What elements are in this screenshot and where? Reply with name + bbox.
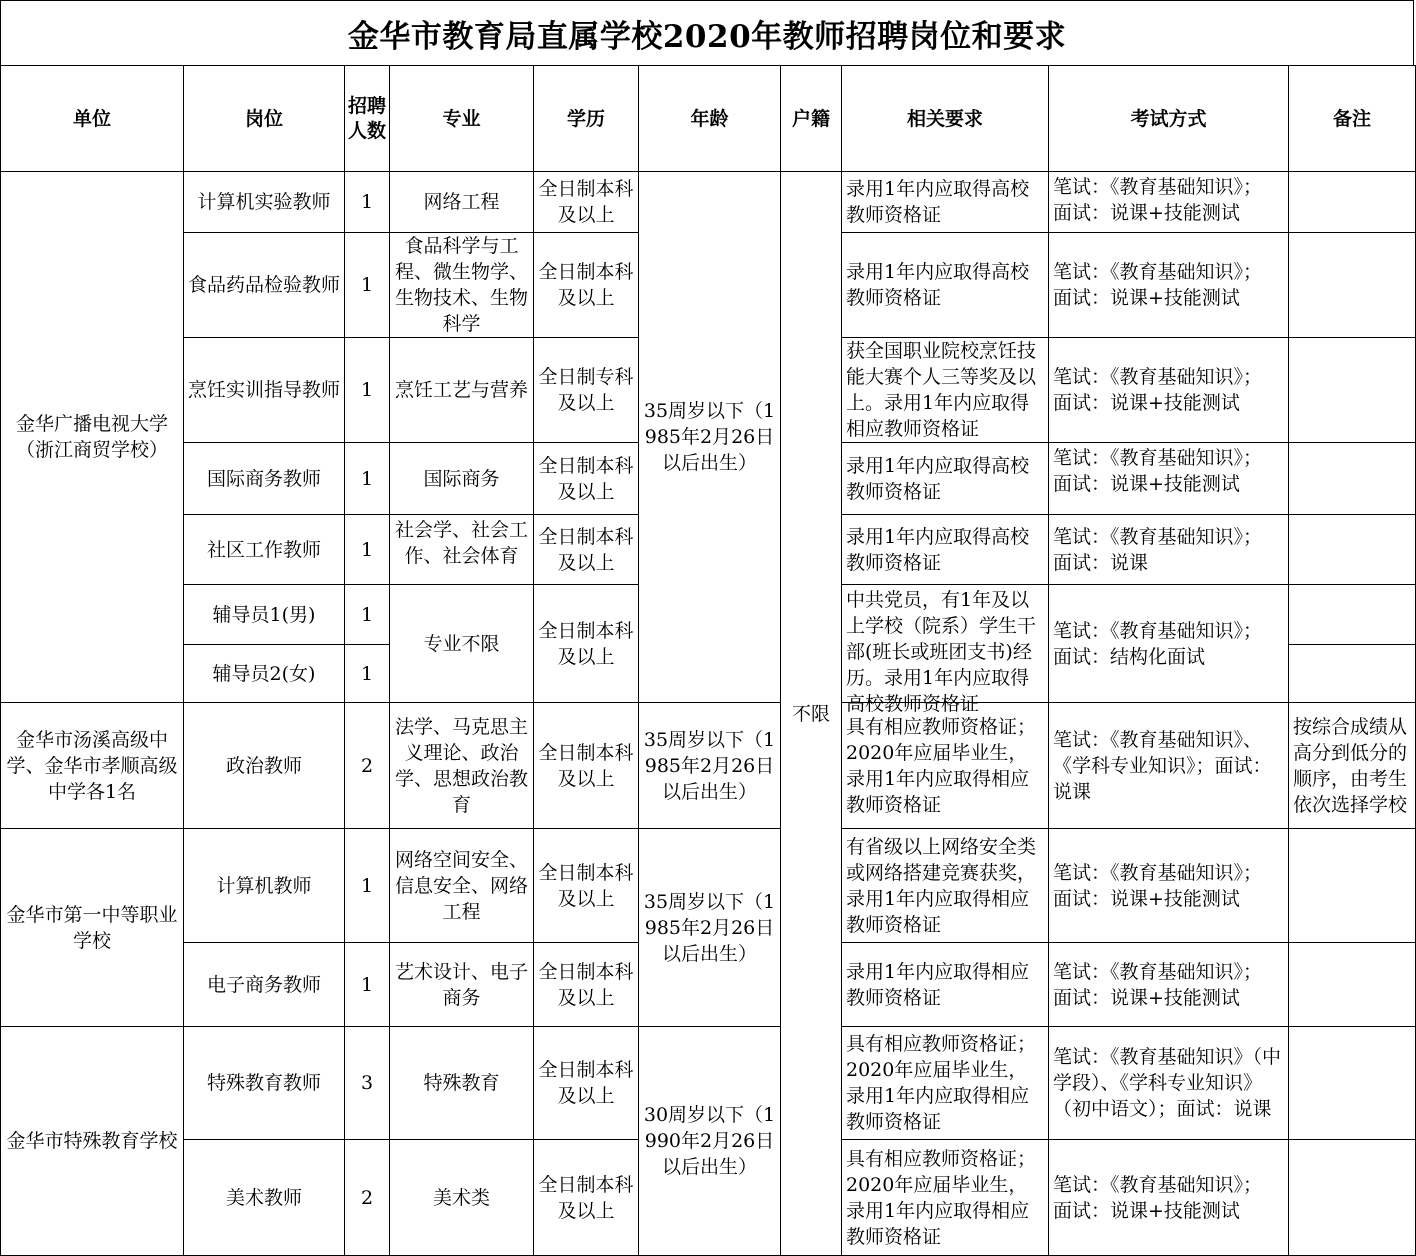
remarks-cell (1289, 585, 1416, 645)
remarks-cell (1289, 338, 1416, 443)
remarks-cell (1289, 233, 1416, 338)
count-cell: 2 (345, 703, 390, 829)
requirement-cell: 录用1年内应取得高校教师资格证 (842, 515, 1049, 585)
table-row (1, 172, 1416, 233)
exam-cell: 笔试：《教育基础知识》（中学段）、《学科专业知识》（初中语文）；面试：说课 (1049, 1027, 1289, 1140)
unit-cell: 金华广播电视大学（浙江商贸学校） (1, 172, 184, 703)
exam-cell: 笔试：《教育基础知识》； 面试：说课+技能测试 (1049, 338, 1289, 443)
education-cell: 全日制本科及以上 (534, 1027, 639, 1140)
education-cell: 全日制本科及以上 (534, 172, 639, 233)
education-cell: 全日制本科及以上 (534, 829, 639, 943)
header-hukou: 户籍 (781, 66, 842, 172)
requirement-cell: 有省级以上网络安全类或网络搭建竞赛获奖，录用1年内应取得相应教师资格证 (842, 829, 1049, 943)
position-cell: 电子商务教师 (184, 943, 345, 1027)
major-cell: 网络空间安全、信息安全、网络工程 (390, 829, 534, 943)
requirement-cell (842, 585, 1049, 715)
unit-cell: 金华市特殊教育学校 (1, 1027, 184, 1256)
header-position: 岗位 (184, 66, 345, 172)
exam-cell (1049, 443, 1289, 515)
remarks-cell (1289, 1027, 1416, 1140)
position-cell: 计算机教师 (184, 829, 345, 943)
table-row (1, 1027, 1416, 1140)
major-cell: 特殊教育 (390, 1027, 534, 1140)
requirement-text: 中共党员，有1年及以上学校（院系）学生干部(班长或班团支书)经历。录用1年内应取得高校教师资格证 (846, 589, 1037, 715)
requirement-cell: 具有相应教师资格证；2020年应届毕业生，录用1年内应取得相应教师资格证 (842, 1027, 1049, 1140)
remarks-cell (1289, 515, 1416, 585)
count-cell: 1 (345, 585, 390, 645)
position-cell: 辅导员1(男) (184, 585, 345, 645)
count-cell: 1 (345, 338, 390, 443)
position-cell: 国际商务教师 (184, 443, 345, 515)
requirement-cell: 具有相应教师资格证；2020年应届毕业生，录用1年内应取得相应教师资格证 (842, 703, 1049, 829)
education-cell: 全日制本科及以上 (534, 443, 639, 515)
unit-cell: 金华市第一中等职业学校 (1, 829, 184, 1027)
remarks-cell (1289, 172, 1416, 233)
header-requirements: 相关要求 (842, 66, 1049, 172)
header-remarks: 备注 (1289, 66, 1416, 172)
position-cell: 特殊教育教师 (184, 1027, 345, 1140)
count-cell: 1 (345, 829, 390, 943)
count-cell: 1 (345, 645, 390, 703)
table-row (1, 829, 1416, 943)
hukou-cell: 不限 (781, 172, 842, 1256)
education-cell: 全日制本科及以上 (534, 943, 639, 1027)
major-cell: 法学、马克思主义理论、政治学、思想政治教育 (390, 703, 534, 829)
major-cell: 美术类 (390, 1140, 534, 1256)
header-exam: 考试方式 (1049, 66, 1289, 172)
count-cell: 3 (345, 1027, 390, 1140)
exam-cell (1049, 172, 1289, 233)
exam-cell: 笔试：《教育基础知识》； 面试：说课+技能测试 (1049, 1140, 1289, 1256)
requirement-cell: 具有相应教师资格证；2020年应届毕业生，录用1年内应取得相应教师资格证 (842, 1140, 1049, 1256)
header-age: 年龄 (639, 66, 781, 172)
education-cell: 全日制本科及以上 (534, 1140, 639, 1256)
exam-cell: 笔试：《教育基础知识》； 面试：说课 (1049, 515, 1289, 585)
major-cell: 食品科学与工程、微生物学、生物技术、生物科学 (390, 233, 534, 338)
position-cell: 社区工作教师 (184, 515, 345, 585)
major-cell: 国际商务 (390, 443, 534, 515)
count-cell: 2 (345, 1140, 390, 1256)
requirement-cell: 录用1年内应取得高校教师资格证 (842, 443, 1049, 515)
remarks-cell (1289, 943, 1416, 1027)
remarks-cell: 按综合成绩从高分到低分的顺序，由考生依次选择学校 (1289, 703, 1416, 829)
exam-cell: 笔试：《教育基础知识》、《学科专业知识》；面试：说课 (1049, 703, 1289, 829)
remarks-cell (1289, 443, 1416, 515)
age-cell: 35周岁以下（1985年2月26日以后出生） (639, 172, 781, 703)
major-cell: 艺术设计、电子商务 (390, 943, 534, 1027)
document-title: 金华市教育局直属学校2020年教师招聘岗位和要求 (0, 0, 1414, 65)
table-row (1, 703, 1416, 829)
age-cell: 30周岁以下（1990年2月26日以后出生） (639, 1027, 781, 1256)
header-unit: 单位 (1, 66, 184, 172)
count-cell: 1 (345, 443, 390, 515)
exam-text: 笔试：《教育基础知识》； 面试：说课+技能测试 (1053, 176, 1263, 224)
position-cell: 食品药品检验教师 (184, 233, 345, 338)
exam-text: 笔试：《教育基础知识》； 面试：说课+技能测试 (1053, 447, 1263, 495)
age-cell: 35周岁以下（1985年2月26日以后出生） (639, 829, 781, 1027)
major-cell: 专业不限 (390, 585, 534, 703)
education-cell: 全日制本科及以上 (534, 703, 639, 829)
requirement-cell: 录用1年内应取得高校教师资格证 (842, 233, 1049, 338)
count-cell: 1 (345, 233, 390, 338)
exam-cell: 笔试：《教育基础知识》； 面试：结构化面试 (1049, 585, 1289, 703)
count-cell: 1 (345, 943, 390, 1027)
position-cell: 计算机实验教师 (184, 172, 345, 233)
count-cell: 1 (345, 515, 390, 585)
education-cell: 全日制本科及以上 (534, 515, 639, 585)
position-cell: 辅导员2(女) (184, 645, 345, 703)
major-text: 社会学、社会工作、社会体育 (394, 519, 528, 567)
major-cell: 网络工程 (390, 172, 534, 233)
remarks-cell (1289, 829, 1416, 943)
position-cell: 烹饪实训指导教师 (184, 338, 345, 443)
exam-cell: 笔试：《教育基础知识》； 面试：说课+技能测试 (1049, 829, 1289, 943)
count-cell: 1 (345, 172, 390, 233)
header-count: 招聘人数 (345, 66, 390, 172)
unit-cell: 金华市汤溪高级中学、金华市孝顺高级中学各1名 (1, 703, 184, 829)
position-cell: 政治教师 (184, 703, 345, 829)
education-cell: 全日制专科及以上 (534, 338, 639, 443)
remarks-cell (1289, 645, 1416, 703)
requirement-cell: 录用1年内应取得相应教师资格证 (842, 943, 1049, 1027)
exam-cell: 笔试：《教育基础知识》； 面试：说课+技能测试 (1049, 233, 1289, 338)
requirement-cell: 获全国职业院校烹饪技能大赛个人三等奖及以上。录用1年内应取得相应教师资格证 (842, 338, 1049, 443)
age-cell: 35周岁以下（1985年2月26日以后出生） (639, 703, 781, 829)
education-cell: 全日制本科及以上 (534, 585, 639, 703)
recruitment-table (0, 65, 1416, 1256)
header-row (1, 66, 1416, 172)
education-cell: 全日制本科及以上 (534, 233, 639, 338)
position-cell: 美术教师 (184, 1140, 345, 1256)
header-education: 学历 (534, 66, 639, 172)
requirement-cell: 录用1年内应取得高校教师资格证 (842, 172, 1049, 233)
major-cell (390, 515, 534, 585)
remarks-cell (1289, 1140, 1416, 1256)
header-major: 专业 (390, 66, 534, 172)
exam-cell: 笔试：《教育基础知识》； 面试：说课+技能测试 (1049, 943, 1289, 1027)
major-cell: 烹饪工艺与营养 (390, 338, 534, 443)
